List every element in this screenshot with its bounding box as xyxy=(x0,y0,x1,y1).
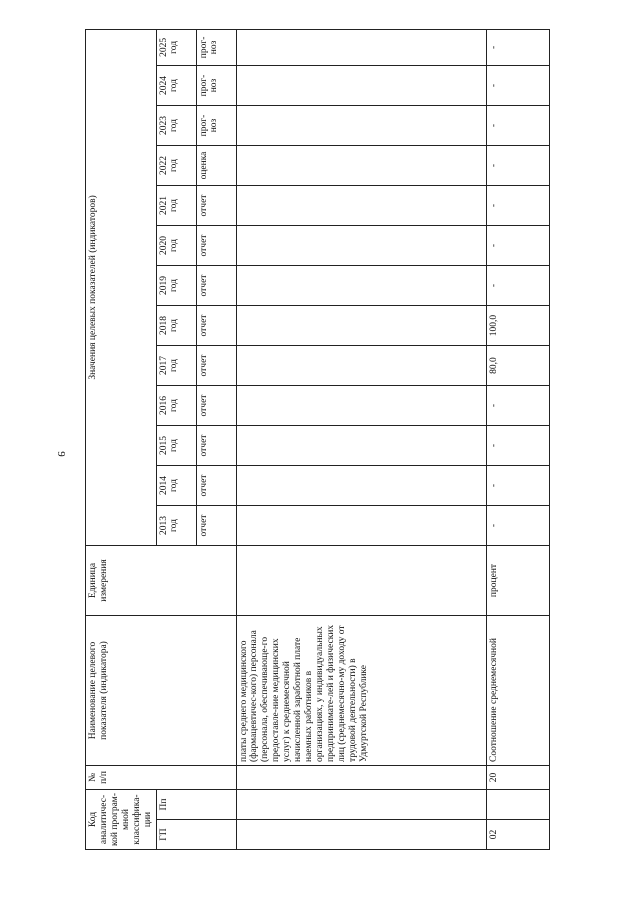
header-year: 2013 год xyxy=(156,506,196,546)
header-year: 2014 год xyxy=(156,466,196,506)
cell-value: - xyxy=(486,66,549,106)
page-number: 9 xyxy=(54,451,67,457)
header-year: 2024 год xyxy=(156,66,196,106)
table-row xyxy=(236,29,486,849)
cell-gp: 02 xyxy=(486,820,549,850)
header-num: № п/п xyxy=(86,766,237,790)
header-year: 2017 год xyxy=(156,346,196,386)
cell-value xyxy=(236,29,486,65)
header-status: отчет xyxy=(196,306,236,346)
header-status: отчет xyxy=(196,466,236,506)
table-row xyxy=(486,29,549,849)
header-year: 2015 год xyxy=(156,426,196,466)
header-status: отчет xyxy=(196,506,236,546)
cell-value xyxy=(236,426,486,466)
cell-value xyxy=(236,186,486,226)
cell-pp xyxy=(486,790,549,820)
header-status: прог-ноз xyxy=(196,66,236,106)
cell-value: - xyxy=(486,106,549,146)
header-year: 2019 год xyxy=(156,266,196,306)
cell-value xyxy=(236,226,486,266)
cell-value: - xyxy=(486,266,549,306)
cell-value: - xyxy=(486,386,549,426)
cell-value: 80,0 xyxy=(486,346,549,386)
header-year: 2021 год xyxy=(156,186,196,226)
cell-value xyxy=(236,386,486,426)
header-status: отчет xyxy=(196,346,236,386)
header-year: 2018 год xyxy=(156,306,196,346)
header-pp: Пп xyxy=(156,790,236,820)
cell-value xyxy=(236,506,486,546)
cell-pp xyxy=(236,790,486,820)
header-status: отчет xyxy=(196,426,236,466)
cell-unit: процент xyxy=(486,546,549,616)
cell-num: 20 xyxy=(486,766,549,790)
cell-value: - xyxy=(486,506,549,546)
cell-name: Соотношение среднемесячной xyxy=(486,616,549,766)
cell-value: - xyxy=(486,426,549,466)
cell-num xyxy=(236,766,486,790)
indicator-table-wrapper xyxy=(85,36,528,850)
cell-value: 100,0 xyxy=(486,306,549,346)
header-year: 2020 год xyxy=(156,226,196,266)
cell-gp xyxy=(236,820,486,850)
header-gp: ГП xyxy=(156,820,236,850)
cell-unit xyxy=(236,546,486,616)
header-year: 2022 год xyxy=(156,146,196,186)
cell-value: - xyxy=(486,466,549,506)
cell-value: - xyxy=(486,186,549,226)
cell-value: - xyxy=(486,146,549,186)
header-unit: Единица измерения xyxy=(86,546,237,616)
header-status: отчет xyxy=(196,386,236,426)
cell-value xyxy=(236,266,486,306)
cell-value xyxy=(236,146,486,186)
cell-name: платы среднего медицинского (фармацевтичес-кого) персонала (персонала, обеспечивающе-го предоставле-ние медицинских услуг) к среднемесячной начисленной заработной плате наемных работников в организациях, у индивидуальных предпринимате-лей и физических лиц (среднемесячно-му доходу от трудовой деятельности) в Удмуртской Республике xyxy=(236,616,486,766)
cell-value xyxy=(236,106,486,146)
header-status: отчет xyxy=(196,266,236,306)
cell-value: - xyxy=(486,29,549,65)
header-status: отчет xyxy=(196,186,236,226)
header-code: Код аналитичес-кой програм-мной классифика-ции xyxy=(86,790,157,850)
indicator-table xyxy=(85,29,550,850)
cell-value xyxy=(236,306,486,346)
cell-value xyxy=(236,66,486,106)
header-year: 2025 год xyxy=(156,29,196,65)
cell-value: - xyxy=(486,226,549,266)
header-status: отчет xyxy=(196,226,236,266)
header-status: прог-ноз xyxy=(196,29,236,65)
cell-value xyxy=(236,466,486,506)
header-status: оценка xyxy=(196,146,236,186)
header-status: прог-ноз xyxy=(196,106,236,146)
header-year: 2016 год xyxy=(156,386,196,426)
header-year: 2023 год xyxy=(156,106,196,146)
cell-value xyxy=(236,346,486,386)
header-values-group: Значения целевых показателей (индикаторов) xyxy=(86,29,157,545)
header-name: Наименование целевого показателя (индикатора) xyxy=(86,616,237,766)
